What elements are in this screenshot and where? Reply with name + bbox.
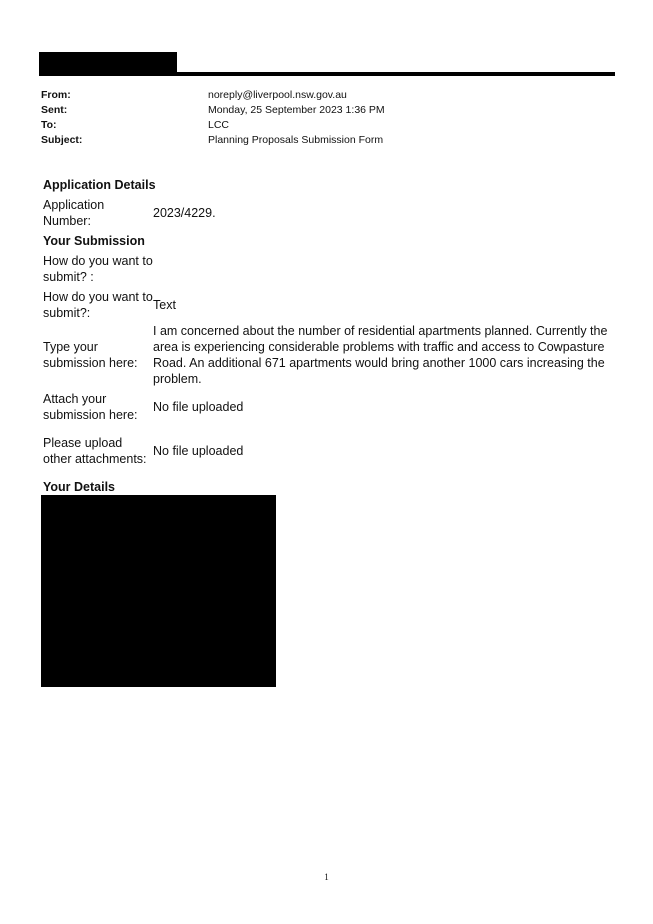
other-attachments-label: Please upload other attachments: bbox=[43, 436, 147, 466]
subject-row bbox=[41, 133, 588, 148]
your-submission-heading: Your Submission bbox=[43, 234, 145, 248]
from-row bbox=[41, 88, 588, 103]
from-value: noreply@liverpool.nsw.gov.au bbox=[208, 89, 347, 101]
attach-submission-row bbox=[43, 390, 618, 424]
email-header bbox=[41, 88, 588, 148]
attach-submission-label: Attach your submission here: bbox=[43, 392, 138, 422]
from-label: From: bbox=[41, 89, 71, 101]
sent-row bbox=[41, 103, 588, 118]
how-submit-row-2 bbox=[43, 288, 618, 322]
application-details-heading: Application Details bbox=[43, 178, 156, 192]
other-attachments-value: No file uploaded bbox=[153, 444, 244, 458]
other-attachments-row bbox=[43, 426, 618, 476]
application-number-label: Application Number: bbox=[43, 198, 105, 228]
application-number-value: 2023/4229. bbox=[153, 206, 216, 220]
your-details-heading: Your Details bbox=[43, 480, 116, 494]
type-submission-value: I am concerned about the number of residential apartments planned. Currently the area is experiencing considerable problems with traffic and access to Cowpasture Road. An additional 671 apartments would bring another 1000 cars increasing the problem. bbox=[153, 324, 608, 386]
application-number-row bbox=[43, 196, 618, 230]
page-number: 1 bbox=[324, 872, 329, 882]
redacted-sender-block bbox=[39, 52, 177, 72]
sent-value: Monday, 25 September 2023 1:36 PM bbox=[208, 104, 385, 116]
sent-label: Sent: bbox=[41, 104, 68, 116]
subject-value: Planning Proposals Submission Form bbox=[208, 134, 384, 146]
attach-submission-value: No file uploaded bbox=[153, 400, 244, 414]
how-submit-row-1 bbox=[43, 252, 618, 286]
type-submission-row bbox=[43, 322, 618, 388]
type-submission-label: Type your submission here: bbox=[43, 340, 138, 370]
submission-form bbox=[43, 176, 618, 498]
how-submit-label-2: How do you want to submit?: bbox=[43, 290, 153, 320]
to-row bbox=[41, 118, 588, 133]
redacted-details-block bbox=[41, 495, 276, 687]
subject-label: Subject: bbox=[41, 134, 83, 146]
how-submit-label-1: How do you want to submit? : bbox=[43, 254, 153, 284]
to-label: To: bbox=[41, 119, 57, 131]
header-divider bbox=[39, 72, 615, 76]
how-submit-value-2: Text bbox=[153, 298, 176, 312]
to-value: LCC bbox=[208, 119, 230, 131]
